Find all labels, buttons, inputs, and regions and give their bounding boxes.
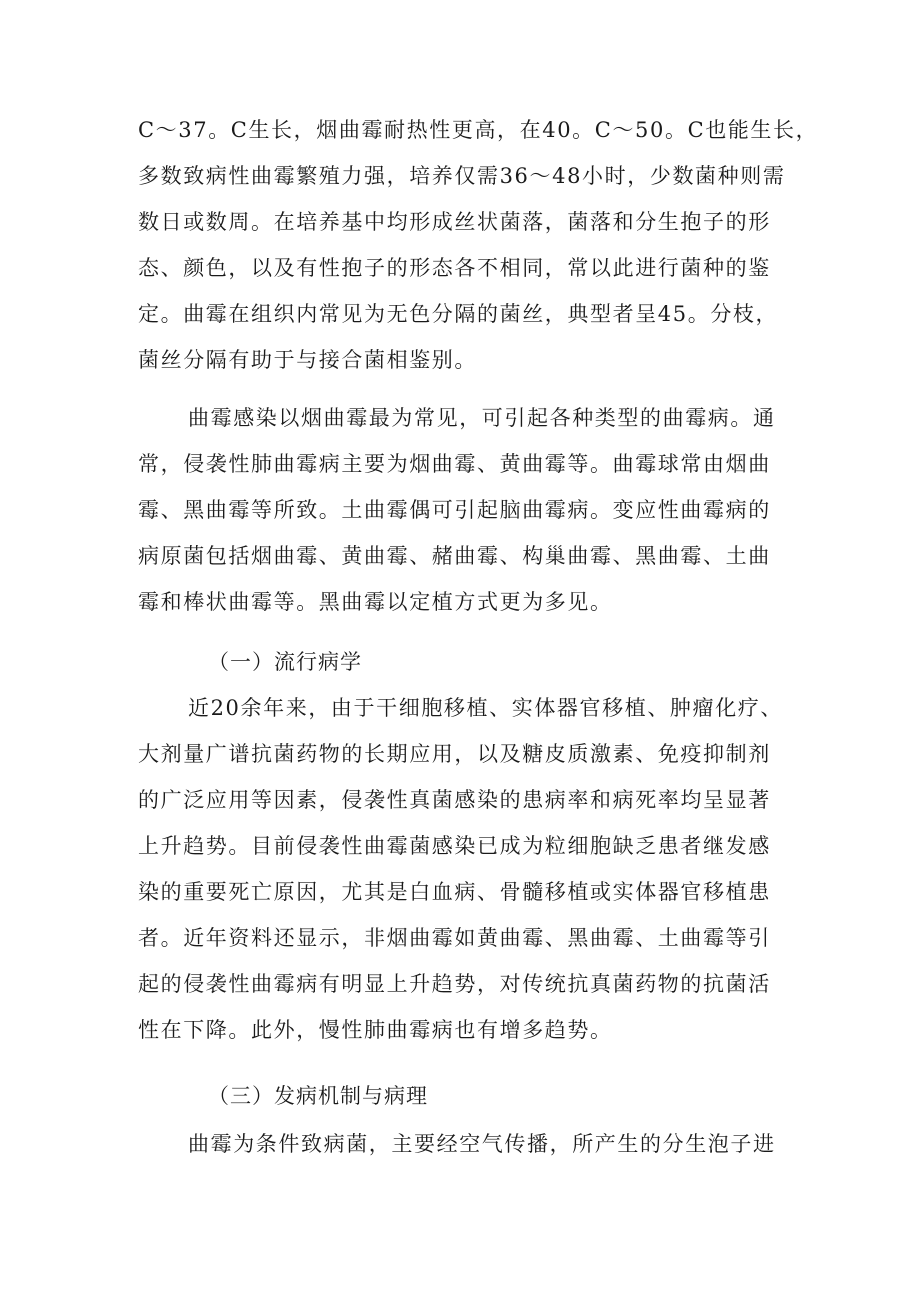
text-line: 染的重要死亡原因，尤其是白血病、骨髓移植或实体器官移植患 (138, 880, 771, 904)
text-line: 霉和棒状曲霉等。黑曲霉以定植方式更为多见。 (138, 590, 613, 614)
text-line: 者。近年资料还显示，非烟曲霉如黄曲霉、黑曲霉、土曲霉等引 (138, 926, 771, 950)
text-line: 的广泛应用等因素，侵袭性真菌感染的患病率和病死率均呈显著 (138, 788, 771, 812)
text-line: 菌丝分隔有助于与接合菌相鉴别。 (138, 348, 477, 372)
section-heading: （三）发病机制与病理 (208, 1084, 428, 1108)
text-line: 态、颜色，以及有性抱子的形态各不相同，常以此进行菌种的鉴 (138, 256, 771, 280)
paragraph-first-line: 曲霉为条件致病菌，主要经空气传播，所产生的分生泡子进 (188, 1132, 776, 1156)
text-line: C～37。C生长，烟曲霉耐热性更高，在40。C～50。C也能生长， (138, 118, 819, 142)
text-line: 霉、黑曲霉等所致。土曲霉偶可引起脑曲霉病。变应性曲霉病的 (138, 498, 771, 522)
text-line: 常，侵袭性肺曲霉病主要为烟曲霉、黄曲霉等。曲霉球常由烟曲 (138, 452, 771, 476)
text-line: 起的侵袭性曲霉病有明显上升趋势，对传统抗真菌药物的抗菌活 (138, 972, 771, 996)
text-line: 数日或数周。在培养基中均形成丝状菌落，菌落和分生抱子的形 (138, 210, 771, 234)
text-line: 定。曲霉在组织内常见为无色分隔的菌丝，典型者呈45。分枝， (138, 302, 779, 326)
section-heading: （一）流行病学 (208, 650, 362, 674)
text-line: 多数致病性曲霉繁殖力强，培养仅需36～48小时，少数菌种则需 (138, 164, 786, 188)
text-line: 上升趋势。目前侵袭性曲霉菌感染已成为粒细胞缺乏患者继发感 (138, 834, 771, 858)
paragraph-first-line: 曲霉感染以烟曲霉最为常见，可引起各种类型的曲霉病。通 (188, 406, 776, 430)
text-line: 病原菌包括烟曲霉、黄曲霉、赭曲霉、构巢曲霉、黑曲霉、土曲 (138, 544, 771, 568)
text-line: 性在下降。此外，慢性肺曲霉病也有增多趋势。 (138, 1018, 613, 1042)
text-line: 大剂量广谱抗菌药物的长期应用，以及糖皮质激素、免疫抑制剂 (138, 742, 771, 766)
paragraph-first-line: 近20余年来，由于干细胞移植、实体器官移植、肿瘤化疗、 (188, 696, 783, 720)
